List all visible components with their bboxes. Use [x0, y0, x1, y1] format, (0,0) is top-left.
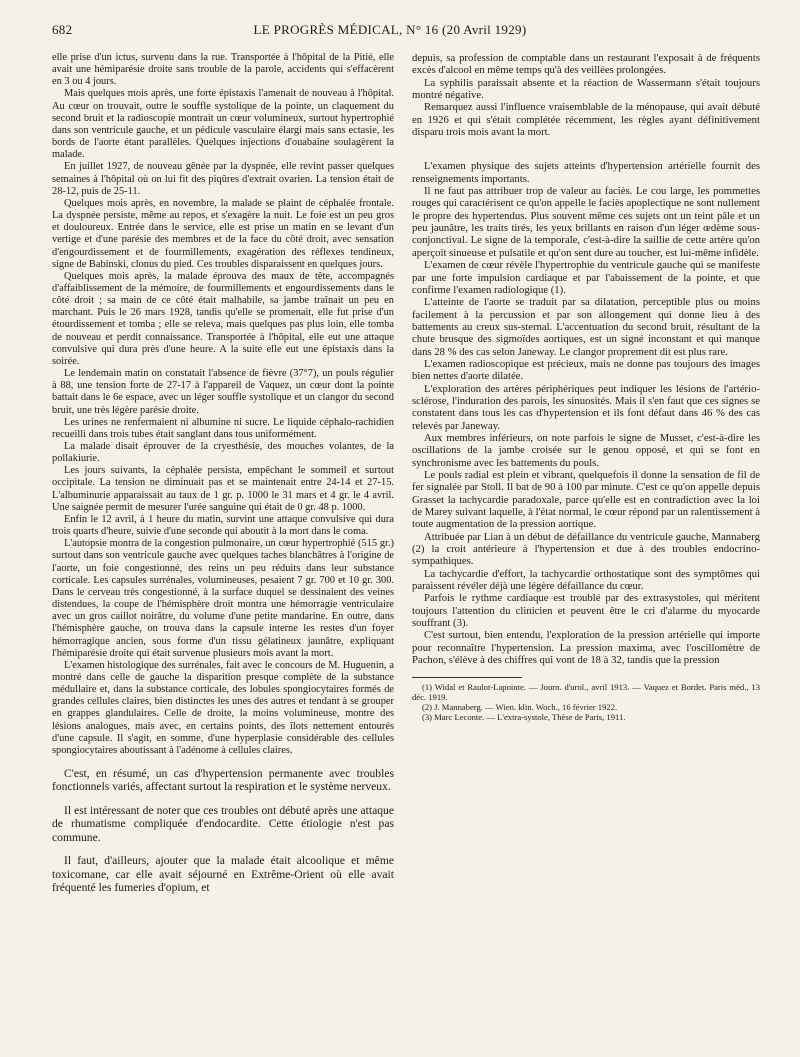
left-column: [52, 52, 394, 894]
paragraph: Il est intéressant de noter que ces troubles ont débuté après une attaque de rhumatisme compliquée d'endocardite. Cette étiologie n'est pas commune.: [52, 803, 394, 844]
running-title: LE PROGRÈS MÉDICAL, N° 16 (20 Avril 1929): [253, 22, 527, 37]
paragraph: Aux membres inférieurs, on note parfois le signe de Musset, c'est-à-dire les oscillations de la jambe croisée sur le genou opposé, et qui se font en synchronisme avec les battements du pouls.: [412, 431, 760, 469]
paragraph: Quelques mois après, la malade éprouva des maux de tête, accompagnés d'affaiblissement de la mémoire, de fourmillements et engourdissements dans le côté droit ; sa main de ce côté était malhabile, sa jambe traînait un peu en marchant. Puis le 26 mars 1928, tandis qu'elle se promenait, elle fut prise d'un étourdissement et tomba ; elle se releva, mais quelques pas plus loin, elle tomba de nouveau et perdit connaissance. Transportée à l'hôpital, elle eut une attaque convulsive qui dura près d'une heure. A la suite elle eut une épistaxis dans la soirée.: [52, 270, 394, 367]
paragraph: La syphilis paraissait absente et la réaction de Wassermann s'était toujours montré négative.: [412, 76, 760, 102]
footnotes: [412, 682, 760, 722]
paragraph: Il faut, d'ailleurs, ajouter que la malade était alcoolique et même toxicomane, car elle avait séjourné en Extrême-Orient où elle avait fréquenté les fumeries d'opium, et: [52, 854, 394, 894]
footnote: (3) Marc Leconte. — L'extra-systole, Thèse de Paris, 1911.: [422, 711, 626, 722]
paragraph: Parfois le rythme cardiaque est troublé par des extrasystoles, qui méritent toujours l'attention du clinicien et peuvent être le cri d'alarme du myocarde souffrant (3).: [412, 592, 760, 630]
paragraph: L'examen de cœur révèle l'hypertrophie du ventricule gauche qui se manifeste par une forte impulsion cardiaque et par l'abaissement de la pointe, et que confirme l'examen radiologique (1).: [412, 259, 760, 296]
paragraph: C'est, en résumé, un cas d'hypertension permanente avec troubles fonctionnels variés, affectant surtout la respiration et le système nerveux.: [52, 767, 394, 794]
right-column: [412, 52, 760, 722]
paragraph: Il ne faut pas attribuer trop de valeur au faciès. Le cou large, les pommettes rouges qui caractérisent ce qu'on appelle le faciès apoplectique ne sont nullement le propre des hypertendus. Plus souvent même ces sujets ont un teint pâle et un peu jaunâtre, les traits tirés, les yeux brillants en raison d'un léger œdème sous-conjonctival. Le signe de la temporale, c'est-à-dire la saillie de cette artère qu'on aperçoit sinueuse et pulsatile et qu'on sent dure au toucher, est lui-même infidèle.: [412, 185, 760, 259]
paragraph: L'examen physique des sujets atteints d'hypertension artérielle fournit des renseignements importants.: [412, 160, 760, 185]
paragraph: En juillet 1927, de nouveau gênée par la dyspnée, elle revint passer quelques semaines à l'hôpital où on lui fit des piqûres d'extrait ovarien. La tension était de 28-12, puis de 25-11.: [52, 161, 394, 197]
footnote-divider: [412, 677, 522, 678]
paragraph: C'est surtout, bien entendu, l'exploration de la pression artérielle qui importe pour reconnaître l'hypertension. La pression maxima, avec l'oscillomètre de Pachon, s'élève à des chiffres qui vont de 18 à 32, tandis que la pression: [412, 629, 760, 667]
page-number: 682: [52, 22, 73, 37]
paragraph: Le lendemain matin on constatait l'absence de fièvre (37°7), un pouls régulier à 88, une tension forte de 27-17 à l'appareil de Vaquez, un cœur dont la pointe battait dans le 6e espace, avec un léger souffle systolique et un clangor du second bruit, une très légère parésie droite.: [52, 368, 394, 416]
paragraph: Enfin le 12 avril, à 1 heure du matin, survint une attaque convulsive qui dura trois quarts d'heure, suivie d'une seconde qui aboutit à la mort dans le coma.: [52, 513, 394, 538]
paragraph: Les urines ne renfermaient ni albumine ni sucre. Le liquide céphalo-rachidien recueilli dans trois tubes était sanglant dans tous uniformément.: [52, 416, 394, 440]
paragraph: L'autopsie montra de la congestion pulmonaire, un cœur hypertrophié (515 gr.) surtout dans son ventricule gauche avec quelques taches blanchâtres à l'origine de l'aorte, un foie congestionné, des reins un peu réduits dans leur substance corticale. Les capsules surrénales, volumineuses, pesaient 7 gr. 700 et 10 gr. 300. Dans le cerveau très congestionné, à la surface duquel se dessinaient des veines distendues, la coupe de l'hémisphère droit montra une hémorragie ventriculaire avec un gros caillot noirâtre, du volume d'une petite mandarine. En outre, dans l'hémisphère gauche, on trouva dans la capsule interne les restes d'un foyer hémorragique ancien, sous forme d'un tissu gélatineux jaunâtre, expliquant l'hémiparésie droite qui était survenue plusieurs mois avant la mort.: [52, 538, 394, 659]
paragraph: Quelques mois après, en novembre, la malade se plaint de céphalée frontale. La dyspnée persiste, même au repos, et s'exagère la nuit. Le foie est un peu gros et douloureux. Entrée dans le service, elle est prise un matin en se levant d'un vertige et d'une parésie des membres et de la face du côté droit, avec sensation d'engourdissement et de fourmillements, exagération des réflexes tendineux, signe de Babinski, clonus du pied. Ces troubles disparaissent en quelques jours.: [52, 197, 394, 270]
paragraph: L'examen histologique des surrénales, fait avec le concours de M. Huguenin, a montré dans celle de gauche la disparition presque complète de la substance médullaire et, dans la substance corticale, des lobules spongiocytaires formés de grandes cellules claires, bien distinctes les unes des autres et tendant à se grouper en grappes glandulaires. Celle de droite, la moins volumineuse, montre des lésions analogues, mais avec, en certains points, des îlots nettement entourés d'une capsule. Il s'agit, en somme, d'une hyperplasie considérable des cellules spongiocytaires aboutissant à l'adénome à cellules claires.: [52, 659, 394, 756]
paragraph: L'exploration des artères périphériques peut indiquer les lésions de l'artério-sclérose, l'induration des parois, les sinuosités. Mais il s'en faut que ces signes se constatent dans tous les cas d'hypertension et ils font défaut dans 46 % des cas relevés par Janeway.: [412, 382, 760, 432]
paragraph: depuis, sa profession de comptable dans un restaurant l'exposait à de fréquents excès d'alcool en même temps qu'à des veillées prolongées.: [412, 52, 760, 77]
paragraph: L'atteinte de l'aorte se traduit par sa dilatation, perceptible plus ou moins facilement à la percussion et par son allongement qui donne lieu à des battements au creux sus-sternal. L'accentuation du second bruit, résultant de la chute brusque des sigmoïdes aortiques, est un signé inconstant et qui manque dans 28 % des cas selon Janeway. Le clangor proprement dit est plus rare.: [412, 296, 760, 358]
paragraph: Les jours suivants, la céphalée persista, empêchant le sommeil et surtout occipitale. La tension ne diminuait pas et se maintenait entre 24-14 et 27-15. L'albuminurie apparaissait au taux de 1 gr. p. 1000 le 31 mars et 4 gr. le 4 avril. Une saignée permit de mesurer l'urée sanguine qui était de 0 gr. 48 p. 1000.: [52, 465, 394, 513]
page-header: [40, 22, 740, 44]
paragraph: L'examen radioscopique est précieux, mais ne donne pas toujours des images bien nettes d'aorte dilatée.: [412, 357, 760, 383]
paragraph: La tachycardie d'effort, la tachycardie orthostatique sont des symptômes qui paraissent révéler déjà une légère défaillance du cœur.: [412, 567, 760, 593]
footnote: (2) J. Mannaberg. — Wien. klin. Woch., 16 février 1922.: [422, 701, 618, 712]
paragraph: Attribuée par Lian à un début de défaillance du ventricule gauche, Mannaberg (2) la croit antérieure à l'hypertension et due à des troubles endocrino-sympathiques.: [412, 530, 760, 568]
paragraph: Remarquez aussi l'influence vraisemblable de la ménopause, qui avait débuté en 1926 et qui s'était complétée récemment, les règles ayant définitivement disparu trois mois avant la mort.: [412, 101, 760, 139]
paragraph: Le pouls radial est plein et vibrant, quelquefois il donne la sensation de fil de fer signalée par Stoll. Il bat de 90 à 100 par minute. C'est ce qu'on appelle depuis Grasset la tachycardie paradoxale, parce qu'elle est en contradiction avec la loi de Marey suivant laquelle, à l'état normal, le cœur répond par un ralentissement à toute augmentation de la pression aortique.: [412, 469, 760, 531]
paragraph: Mais quelques mois après, une forte épistaxis l'amenait de nouveau à l'hôpital. Au cœur on trouvait, outre le souffle systolique de la pointe, un claquement du second bruit et la radioscopie montrait un cœur volumineux, surtout hypertrophié dans son ventricule gauche, et un pédicule vasculaire élargi mais sans ectasie, les bords de l'aorte étant parallèles. Quelques injections d'ouabaïne soulagèrent la malade.: [52, 88, 394, 161]
footnote: (1) Widal et Raulot-Lapointe. — Journ. d'urol., avril 1913. — Vaquez et Bordet. Paris méd., 13 déc. 1919.: [412, 681, 760, 702]
paragraph: elle prise d'un ictus, survenu dans la rue. Transportée à l'hôpital de la Pitié, elle avait une hémiparésie droite sans trouble de la parole, accidents qui s'effacèrent en 3 ou 4 jours.: [52, 52, 394, 88]
paragraph: La malade disait éprouver de la cryesthésie, des mouches volantes, de la pollakiurie.: [52, 441, 394, 465]
